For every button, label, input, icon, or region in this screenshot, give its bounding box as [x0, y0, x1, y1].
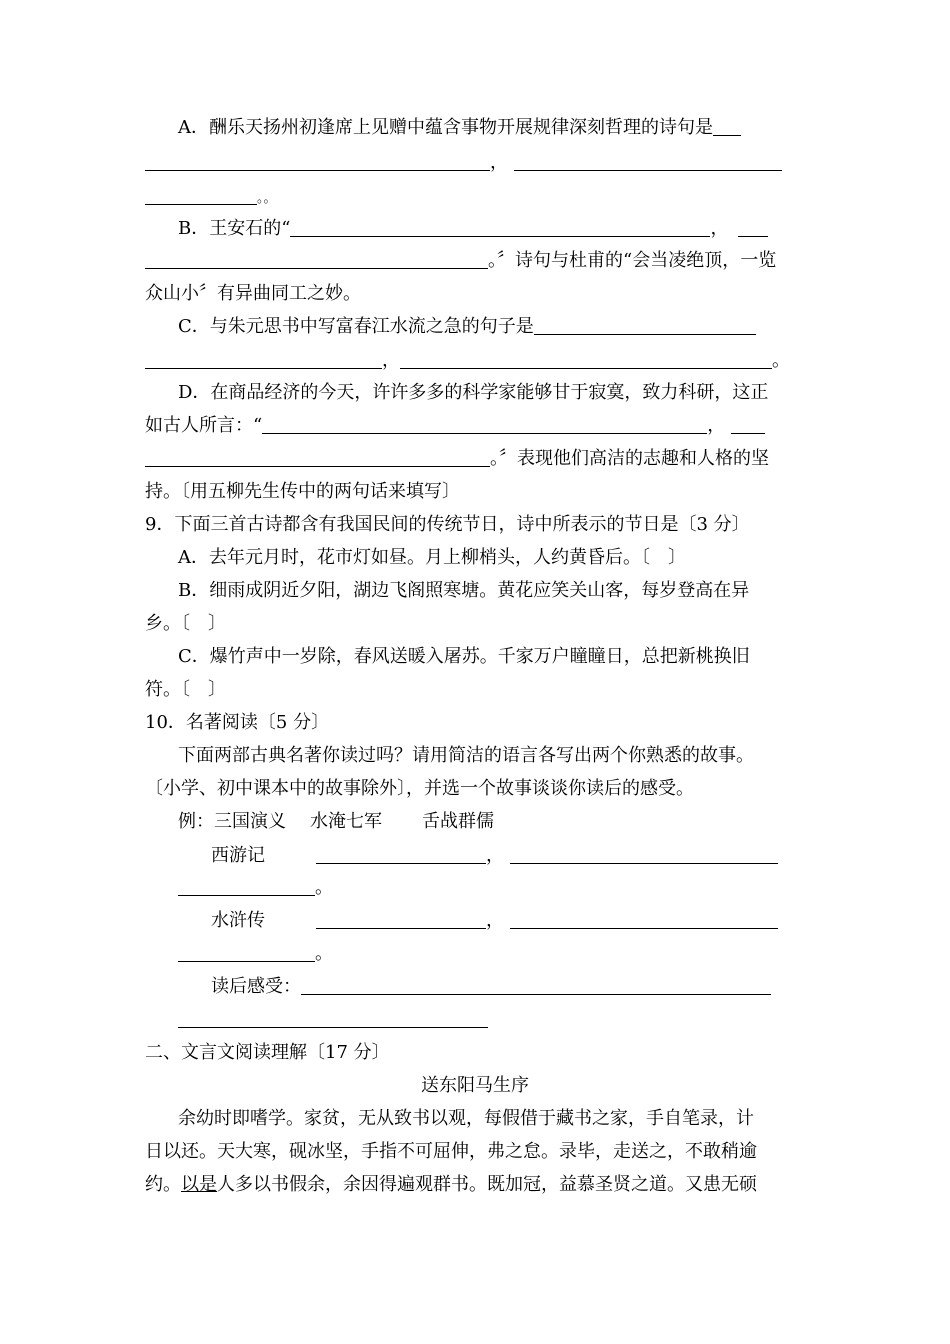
q9-prompt: 9．下面三首古诗都含有我国民间的传统节日，诗中所表示的节日是〔3 分〕: [145, 514, 750, 535]
q8-b-line: B．王安石的“ ，: [178, 218, 838, 240]
blank[interactable]: [738, 218, 768, 237]
q8-c-answer-line: ， 。: [145, 350, 805, 372]
section2-heading: 二、文言文阅读理解〔17 分〕: [145, 1042, 390, 1063]
blank[interactable]: [301, 976, 771, 995]
blank[interactable]: [290, 218, 710, 237]
passage-title: 送东阳马生序: [421, 1075, 529, 1096]
blank[interactable]: [400, 350, 772, 369]
underlined-phrase: 以是: [181, 1174, 217, 1195]
blank[interactable]: [731, 415, 765, 434]
q9-b2: 乡。〔 〕: [145, 613, 226, 634]
q10-book1: 西游记 ，: [211, 845, 871, 867]
q8-b-line2: 。〞诗句与杜甫的“会当凌绝顶，一览: [145, 250, 805, 272]
q10-intro1: 下面两部古典名著你读过吗？请用简洁的语言各写出两个你熟悉的故事。: [178, 745, 754, 766]
blank[interactable]: [145, 152, 490, 171]
blank[interactable]: [145, 350, 382, 369]
q10-book2: 水浒传 ，: [211, 910, 871, 932]
blank[interactable]: [145, 186, 257, 205]
q8-c-prompt: C．与朱元思书中写富春江水流之急的句子是: [178, 316, 838, 338]
blank[interactable]: [145, 448, 490, 467]
q10-example: 例：三国演义 水淹七军 舌战群儒: [178, 811, 494, 832]
q10-intro2: 〔小学、初中课本中的故事除外〕，并选一个故事谈谈你读后的感受。: [145, 778, 694, 799]
passage-line3: 约。以是人多以书假余，余因得遍观群书。既加冠，益慕圣贤之道。又患无硕: [145, 1174, 757, 1195]
q9-a: A．去年元月时，花市灯如昼。月上柳梢头，人约黄昏后。〔 〕: [178, 547, 686, 568]
blank[interactable]: [534, 316, 756, 335]
blank[interactable]: [178, 877, 315, 896]
q10-book2-line2: 。: [178, 943, 838, 965]
q8-d-line1: D．在商品经济的今天，许许多多的科学家能够甘于寂寞，致力科研，这正: [178, 382, 769, 403]
q8-a-answer-line2: 。。: [145, 186, 805, 210]
blank[interactable]: [510, 910, 778, 929]
q8-d-cont: 持。〔用五柳先生传中的两句话来填写〕: [145, 481, 460, 502]
blank[interactable]: [178, 943, 315, 962]
passage-line1: 余幼时即嗜学。家贫，无从致书以观，每假借于藏书之家，手自笔录，计: [178, 1108, 754, 1129]
blank[interactable]: [713, 117, 741, 136]
blank[interactable]: [514, 152, 782, 171]
q8-a-prompt: A．酬乐天扬州初逢席上见赠中蕴含事物开展规律深刻哲理的诗句是: [178, 117, 838, 139]
blank[interactable]: [510, 845, 778, 864]
q8-b-cont: 众山小〞有异曲同工之妙。: [145, 283, 361, 304]
q9-b1: B．细雨成阴近夕阳，湖边飞阁照寒塘。黄花应笑关山客，每岁登高在异: [178, 580, 750, 601]
blank[interactable]: [178, 1009, 488, 1028]
q10-feeling: 读后感受：: [211, 976, 871, 998]
q10-book1-line2: 。: [178, 877, 838, 899]
q8-a-answer-line: ，: [145, 152, 805, 174]
blank[interactable]: [316, 910, 486, 929]
blank[interactable]: [145, 250, 488, 269]
q8-d-line2: 如古人所言：“ ，: [145, 415, 805, 437]
q10-prompt: 10．名著阅读〔5 分〕: [145, 712, 330, 733]
q9-c2: 符。〔 〕: [145, 679, 226, 700]
q9-c1: C．爆竹声中一岁除，春风送暖入屠苏。千家万户瞳瞳日，总把新桃换旧: [178, 646, 750, 667]
q8-d-line3: 。〞表现他们高洁的志趣和人格的坚: [145, 448, 805, 470]
passage-line2: 日以还。天大寒，砚冰坚，手指不可屈伸，弗之怠。录毕，走送之，不敢稍逾: [145, 1141, 757, 1162]
blank[interactable]: [262, 415, 707, 434]
q10-feeling-line2: [178, 1009, 838, 1031]
blank[interactable]: [316, 845, 486, 864]
